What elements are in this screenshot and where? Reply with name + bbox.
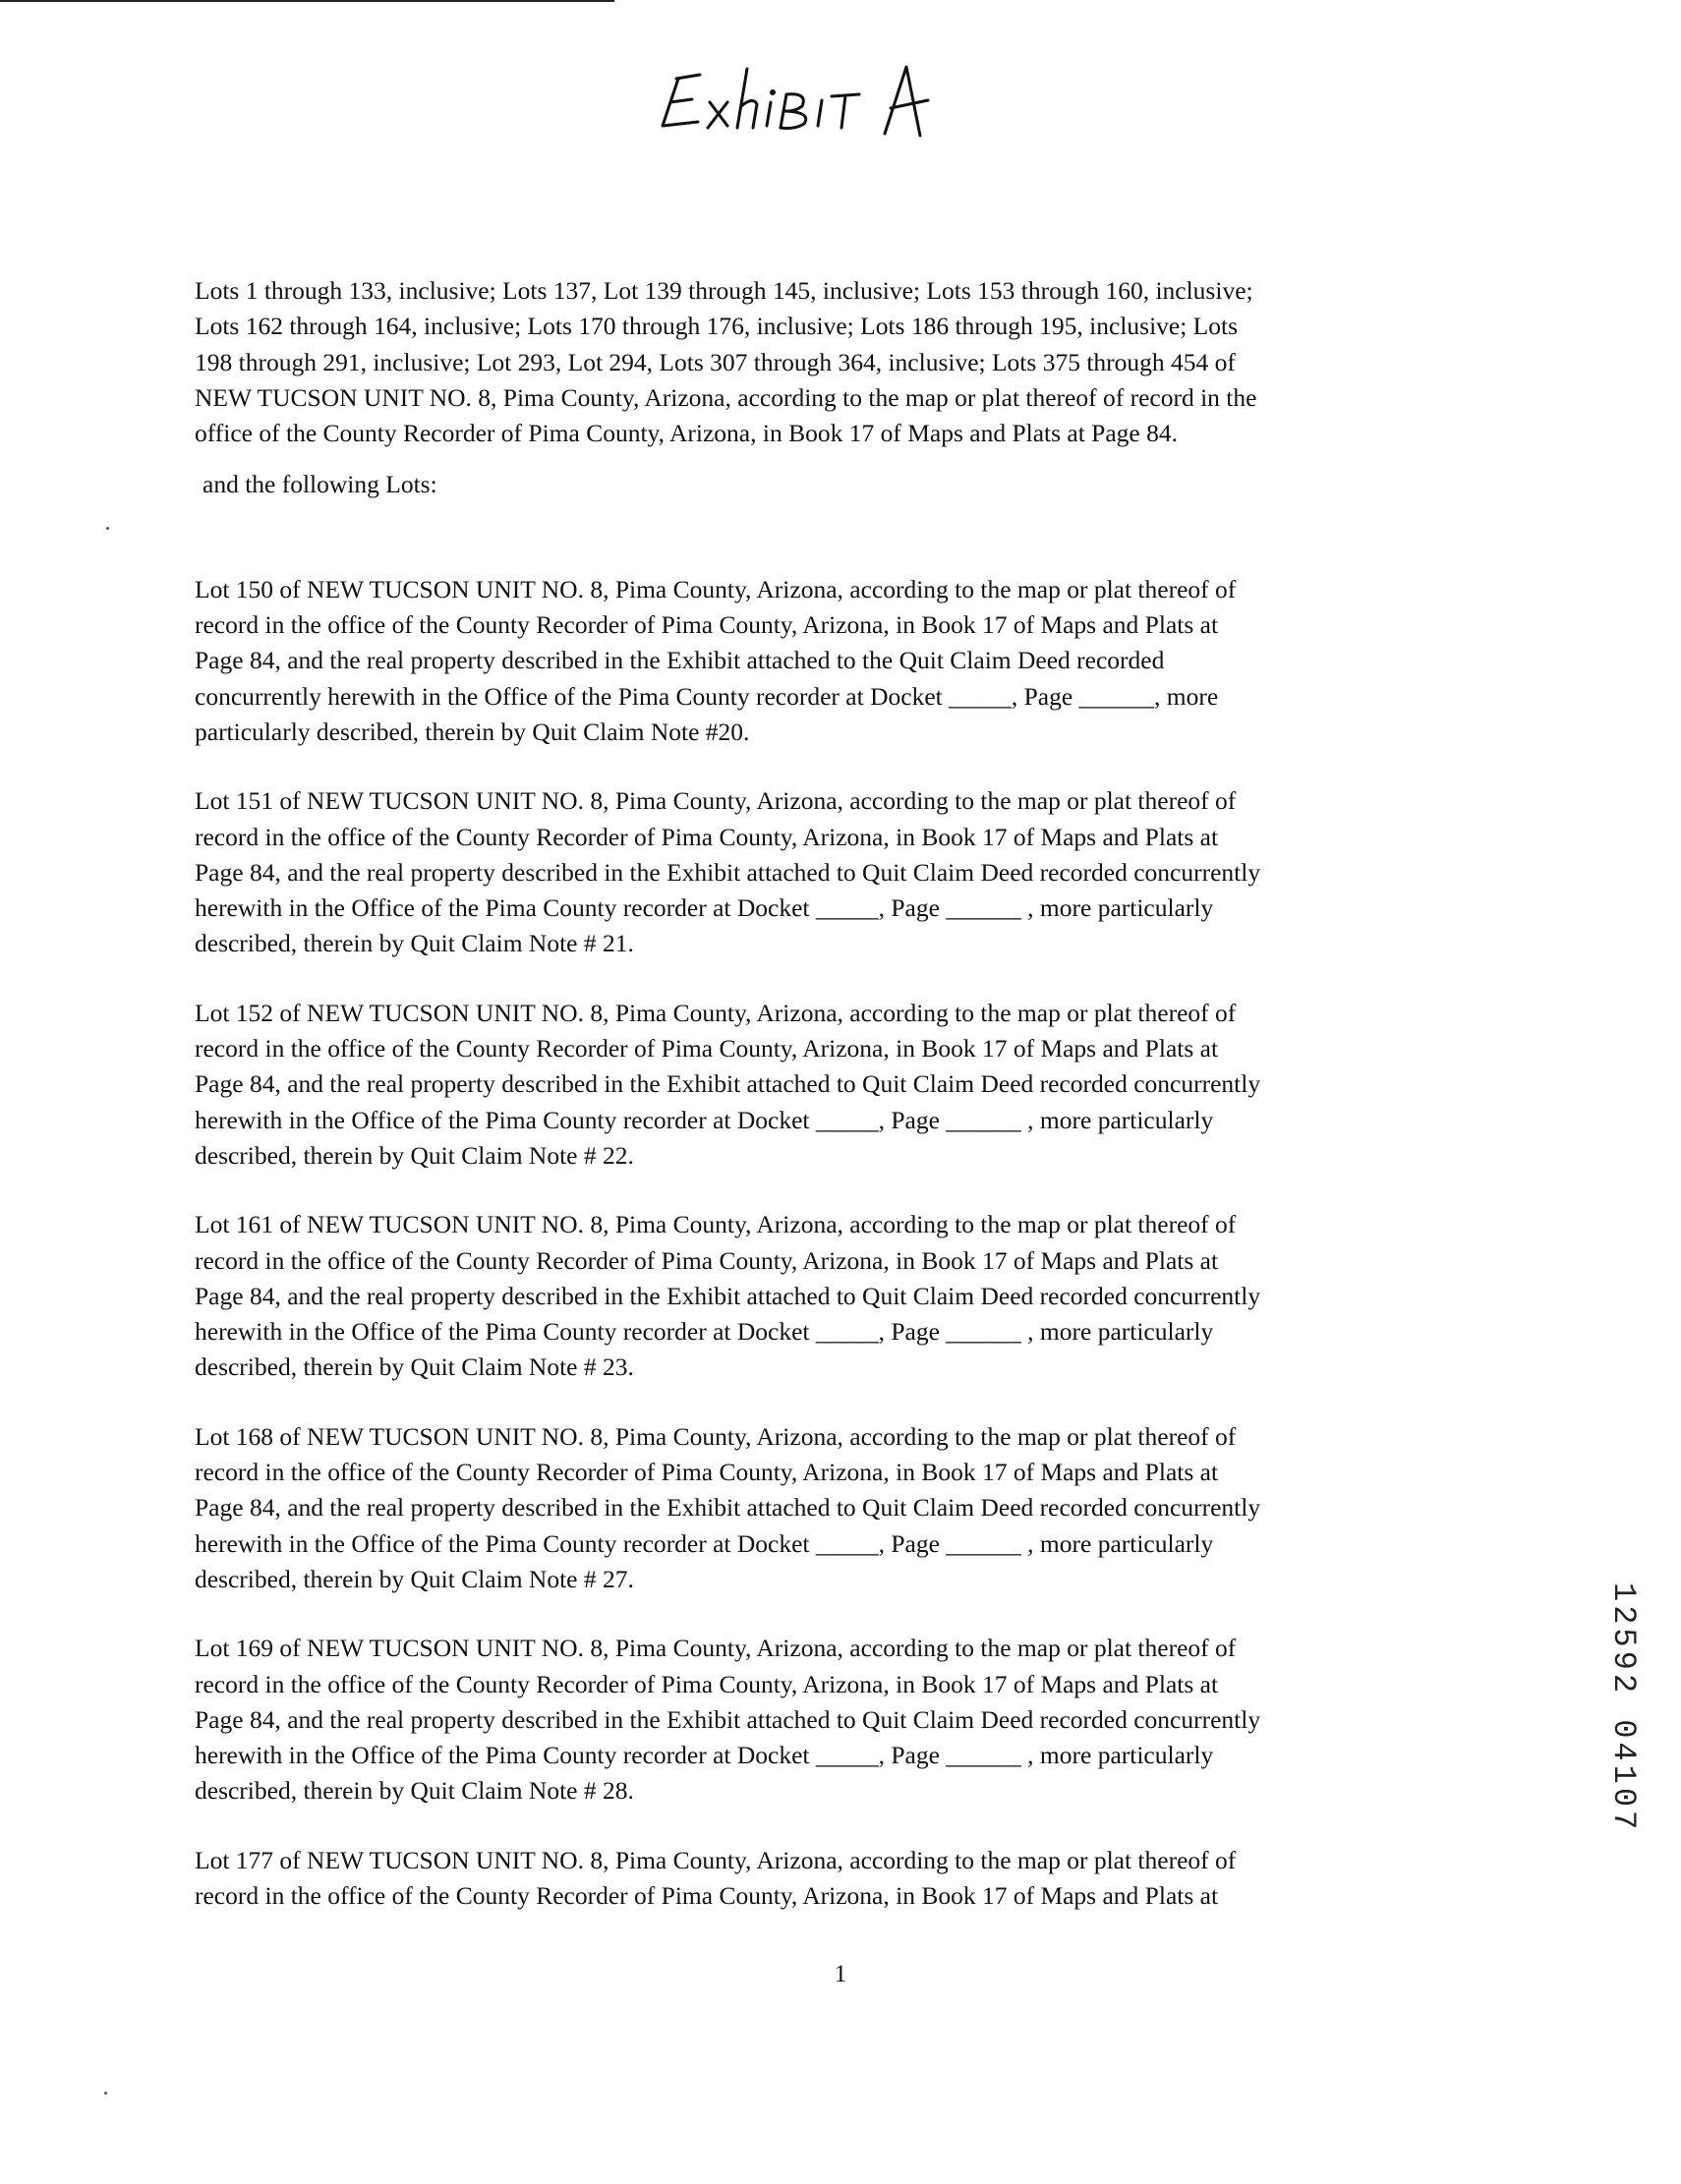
document-body <box>195 273 1473 1947</box>
lot-paragraph-169: Lot 169 of NEW TUCSON UNIT NO. 8, Pima County, Arizona, according to the map or plat thereof of record in the office of the County Recorder of Pima County, Arizona, in Book 17 of Maps and Plats at Page 84, and the real property described in the Exhibit attached to Quit Claim Deed recorded concurrently herewith in the Office of the Pima County recorder at Docket _____, Page ______ , more particularly described, therein by Quit Claim Note # 28. <box>195 1634 1261 1806</box>
docket-side-stamp <box>1593 1582 1652 1848</box>
lot-paragraph-161: Lot 161 of NEW TUCSON UNIT NO. 8, Pima County, Arizona, according to the map or plat thereof of record in the office of the County Recorder of Pima County, Arizona, in Book 17 of Maps and Plats at Page 84, and the real property described in the Exhibit attached to Quit Claim Deed recorded concurrently herewith in the Office of the Pima County recorder at Docket _____, Page ______ , more particularly described, therein by Quit Claim Note # 23. <box>195 1210 1261 1382</box>
following-lots-label: and the following Lots: <box>203 470 437 499</box>
docket-side-stamp-text: 12592 04107 <box>1605 1582 1642 1834</box>
lot-paragraph-168: Lot 168 of NEW TUCSON UNIT NO. 8, Pima County, Arizona, according to the map or plat thereof of record in the office of the County Recorder of Pima County, Arizona, in Book 17 of Maps and Plats at Page 84, and the real property described in the Exhibit attached to Quit Claim Deed recorded concurrently herewith in the Office of the Pima County recorder at Docket _____, Page ______ , more particularly described, therein by Quit Claim Note # 27. <box>195 1421 1261 1593</box>
page-number: 1 <box>834 1961 847 1987</box>
lot-paragraph-151: Lot 151 of NEW TUCSON UNIT NO. 8, Pima County, Arizona, according to the map or plat thereof of record in the office of the County Recorder of Pima County, Arizona, in Book 17 of Maps and Plats at Page 84, and the real property described in the Exhibit attached to Quit Claim Deed recorded concurrently herewith in the Office of the Pima County recorder at Docket _____, Page ______ , more particularly described, therein by Quit Claim Note # 21. <box>195 786 1261 958</box>
scan-edge-line <box>0 0 614 2</box>
intro-paragraph: Lots 1 through 133, inclusive; Lots 137, Lot 139 through 145, inclusive; Lots 153 through 160, inclusive; Lots 162 through 164, inclusive; Lots 170 through 176, inclusive; Lots 186 through 195, inclusive; Lots 198 through 291, inclusive; Lot 293, Lot 294, Lots 307 through 364, inclusive; Lots 375 through 454 of NEW TUCSON UNIT NO. 8, Pima County, Arizona, according to the map or plat thereof of record in the office of the County Recorder of Pima County, Arizona, in Book 17 of Maps and Plats at Page 84. <box>195 276 1257 448</box>
lot-paragraph-177: Lot 177 of NEW TUCSON UNIT NO. 8, Pima County, Arizona, according to the map or plat thereof of record in the office of the County Recorder of Pima County, Arizona, in Book 17 of Maps and Plats at <box>195 1845 1237 1910</box>
lot-paragraph-152: Lot 152 of NEW TUCSON UNIT NO. 8, Pima County, Arizona, according to the map or plat thereof of record in the office of the County Recorder of Pima County, Arizona, in Book 17 of Maps and Plats at Page 84, and the real property described in the Exhibit attached to Quit Claim Deed recorded concurrently herewith in the Office of the Pima County recorder at Docket _____, Page ______ , more particularly described, therein by Quit Claim Note # 22. <box>195 998 1261 1170</box>
handwriting-drawing <box>649 57 983 145</box>
scan-speck <box>104 2092 107 2095</box>
lot-paragraph-150: Lot 150 of NEW TUCSON UNIT NO. 8, Pima County, Arizona, according to the map or plat thereof of record in the office of the County Recorder of Pima County, Arizona, in Book 17 of Maps and Plats at Page 84, and the real property described in the Exhibit attached to the Quit Claim Deed recorded concurrently herewith in the Office of the Pima County recorder at Docket _____, Page ______, more particularly described, therein by Quit Claim Note #20. <box>195 574 1237 746</box>
scan-speck <box>106 527 109 530</box>
exhibit-title-handwritten <box>649 57 983 145</box>
